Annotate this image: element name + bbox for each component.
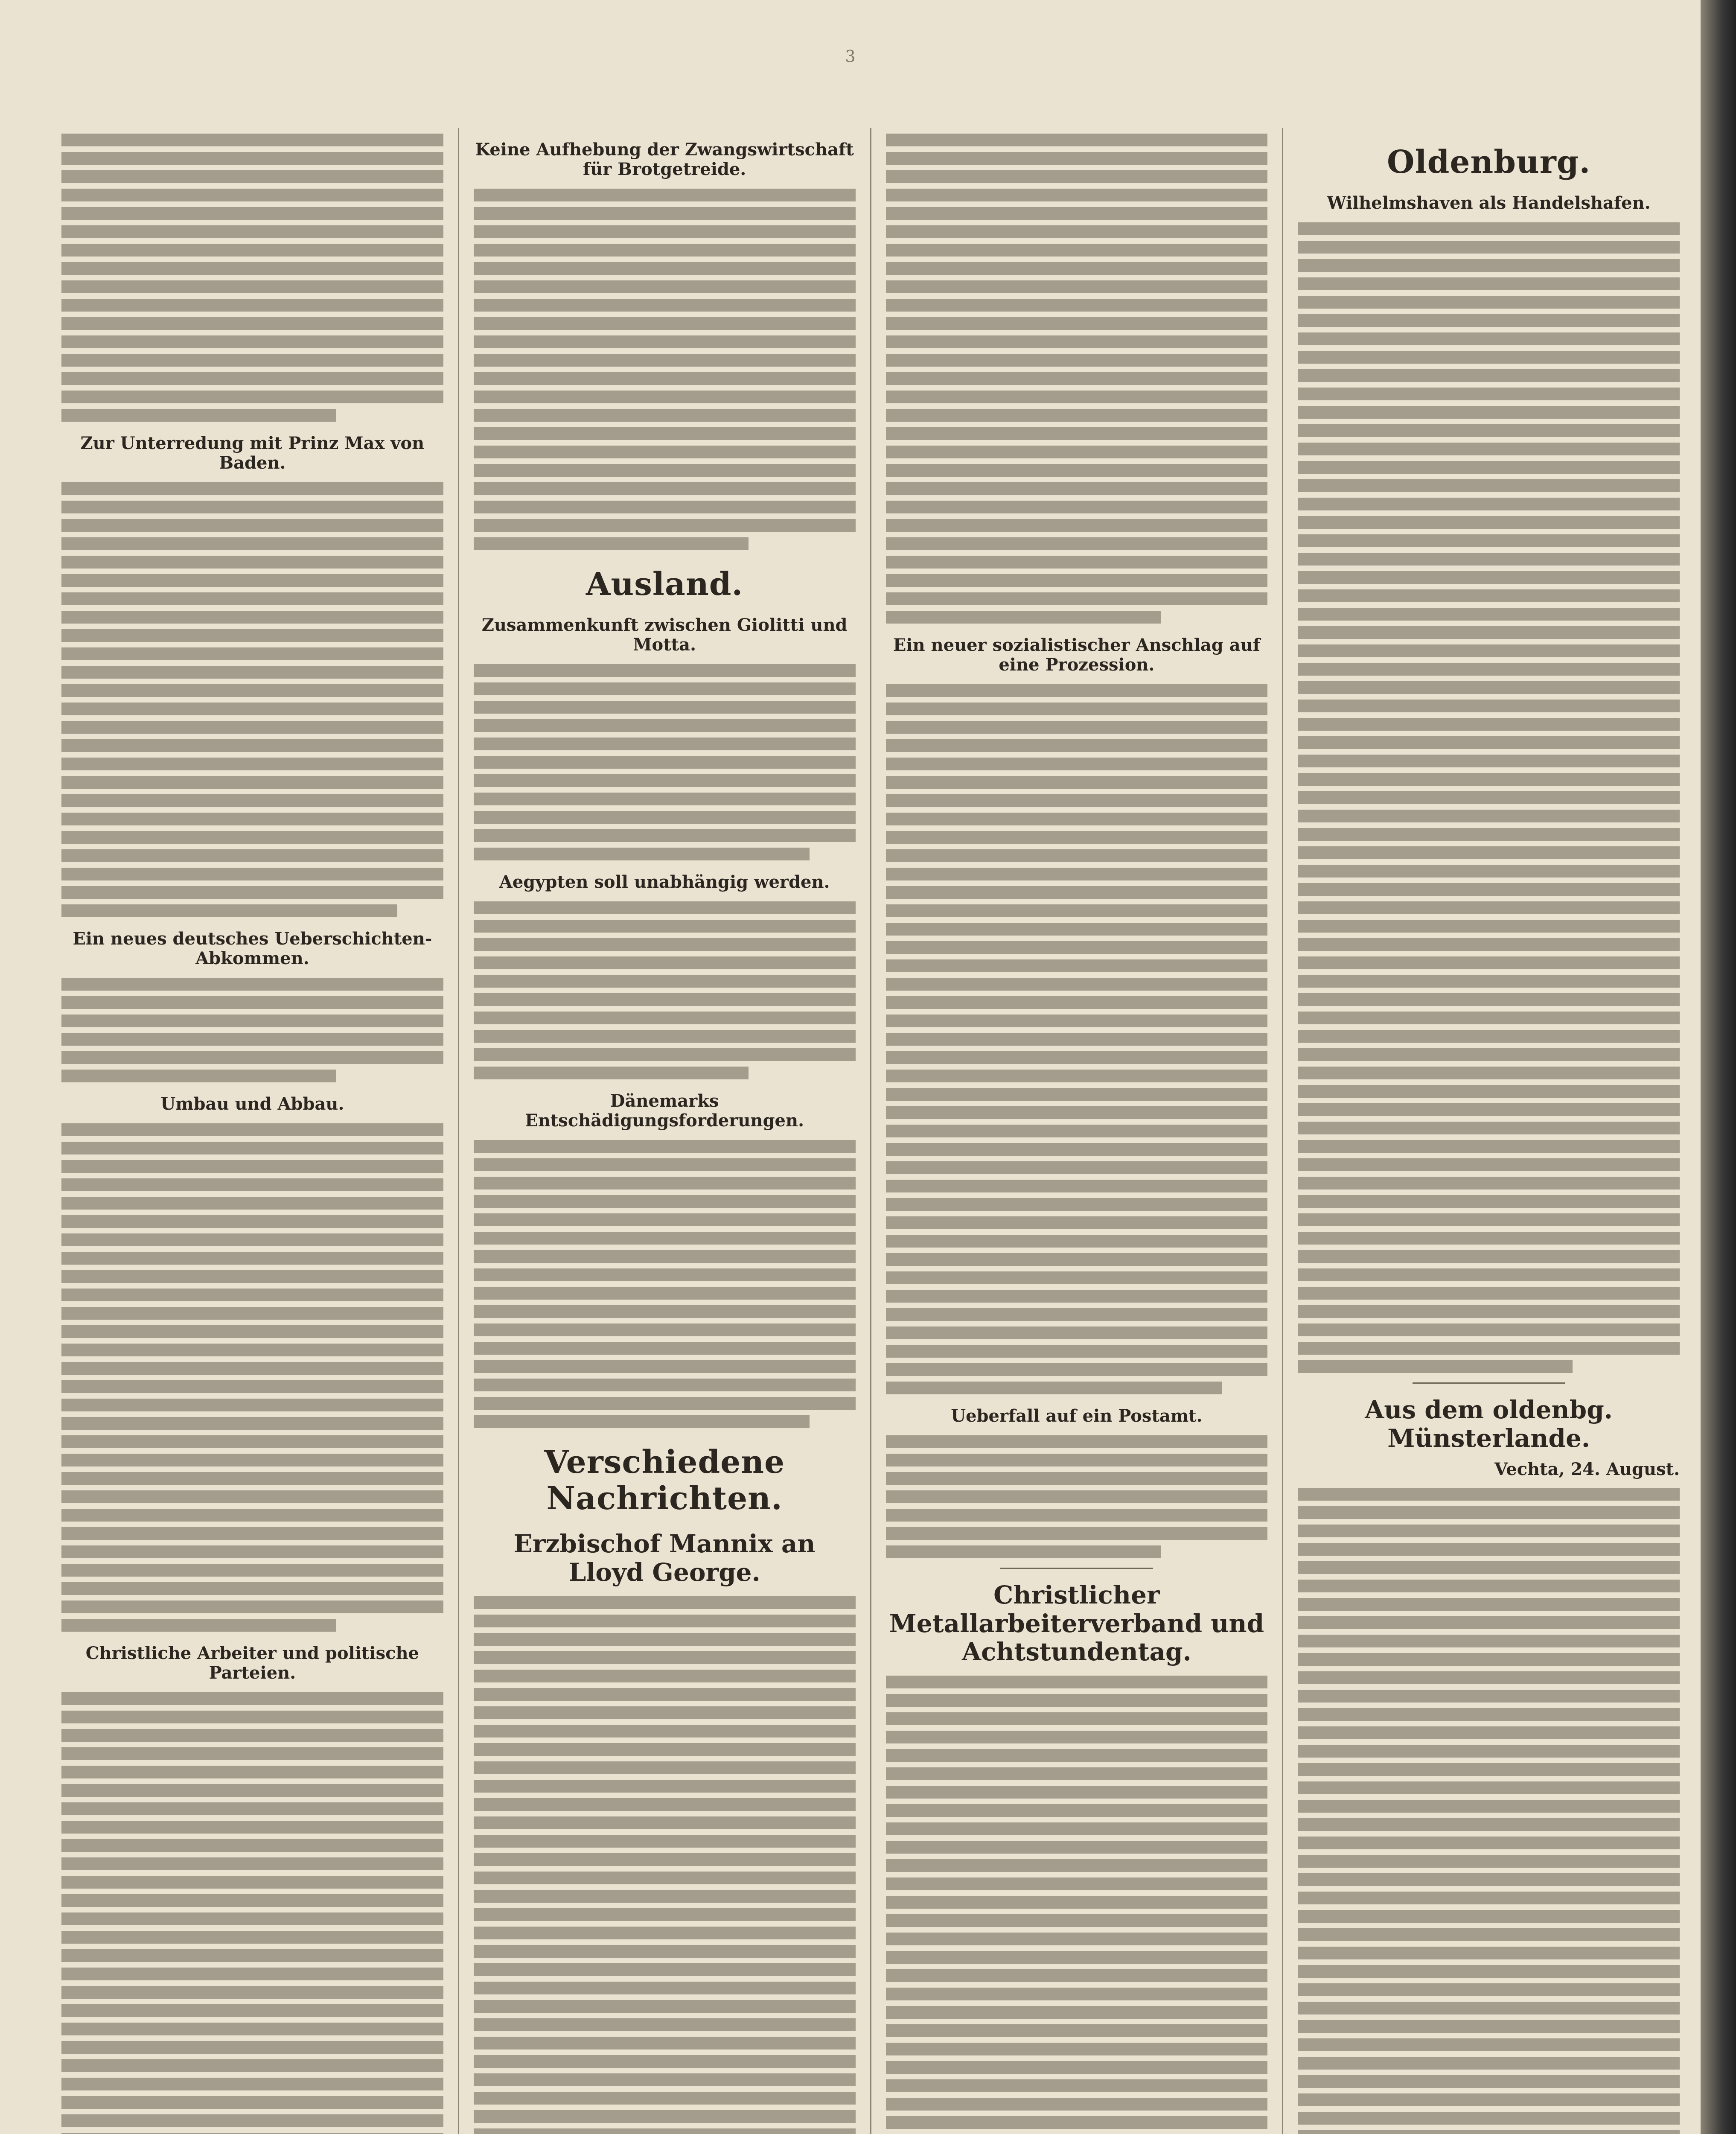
article-heading: Dänemarks Entschädigungsforderungen. xyxy=(525,1091,804,1131)
article-heading: Ein neuer sozialistischer Anschlag auf eine Prozession. xyxy=(893,635,1260,675)
column-1 xyxy=(47,128,459,2134)
article-text xyxy=(474,1140,856,1428)
article-text xyxy=(61,978,443,1082)
article-text xyxy=(61,1123,443,1632)
article-heading: Keine Aufhebung der Zwangswirtschaft für Brotgetreide. xyxy=(475,140,854,179)
section-heading: Oldenburg. xyxy=(1387,144,1591,181)
article-text xyxy=(474,1596,856,2134)
article-text xyxy=(886,1435,1268,1558)
section-heading: Christlicher Metallarbeiterverband und Achtstundentag. xyxy=(889,1580,1264,1667)
article-text xyxy=(474,664,856,860)
columns xyxy=(47,128,1694,2134)
article-text xyxy=(886,1676,1268,2134)
article-text xyxy=(61,134,443,422)
article-heading: Zur Unterredung mit Prinz Max von Baden. xyxy=(80,433,425,473)
article-heading: Erzbischof Mannix an Lloyd George. xyxy=(513,1529,816,1587)
column-3 xyxy=(871,128,1284,2134)
scan-edge xyxy=(1701,0,1736,2134)
article-text xyxy=(61,1692,443,2134)
article-text xyxy=(61,482,443,917)
section-heading: Aus dem oldenbg. Münsterlande. xyxy=(1365,1395,1613,1453)
section-heading: Verschiedene Nachrichten. xyxy=(544,1444,785,1517)
article-heading: Aegypten soll unabhängig werden. xyxy=(499,872,830,892)
page-number: 3 xyxy=(845,47,856,66)
article-text xyxy=(1298,222,1680,1373)
article-text xyxy=(886,684,1268,1394)
article-heading: Ein neues deutsches Ueberschichten-Abkommen. xyxy=(73,929,432,968)
column-2 xyxy=(459,128,871,2134)
dateline: Vechta, 24. August. xyxy=(1494,1459,1680,1480)
article-text xyxy=(886,134,1268,624)
article-text xyxy=(474,189,856,550)
article-text xyxy=(474,901,856,1079)
article-heading: Christliche Arbeiter und politische Parteien. xyxy=(85,1643,419,1683)
article-text xyxy=(1298,1488,1680,2134)
column-4 xyxy=(1283,128,1694,2134)
section-heading: Ausland. xyxy=(586,566,743,603)
article-heading: Ueberfall auf ein Postamt. xyxy=(951,1406,1203,1426)
article-heading: Umbau und Abbau. xyxy=(160,1094,344,1114)
article-heading: Wilhelmshaven als Handelshafen. xyxy=(1327,193,1651,213)
article-heading: Zusammenkunft zwischen Giolitti und Motta. xyxy=(481,615,848,655)
divider xyxy=(1000,1568,1153,1569)
divider xyxy=(1413,1382,1565,1384)
